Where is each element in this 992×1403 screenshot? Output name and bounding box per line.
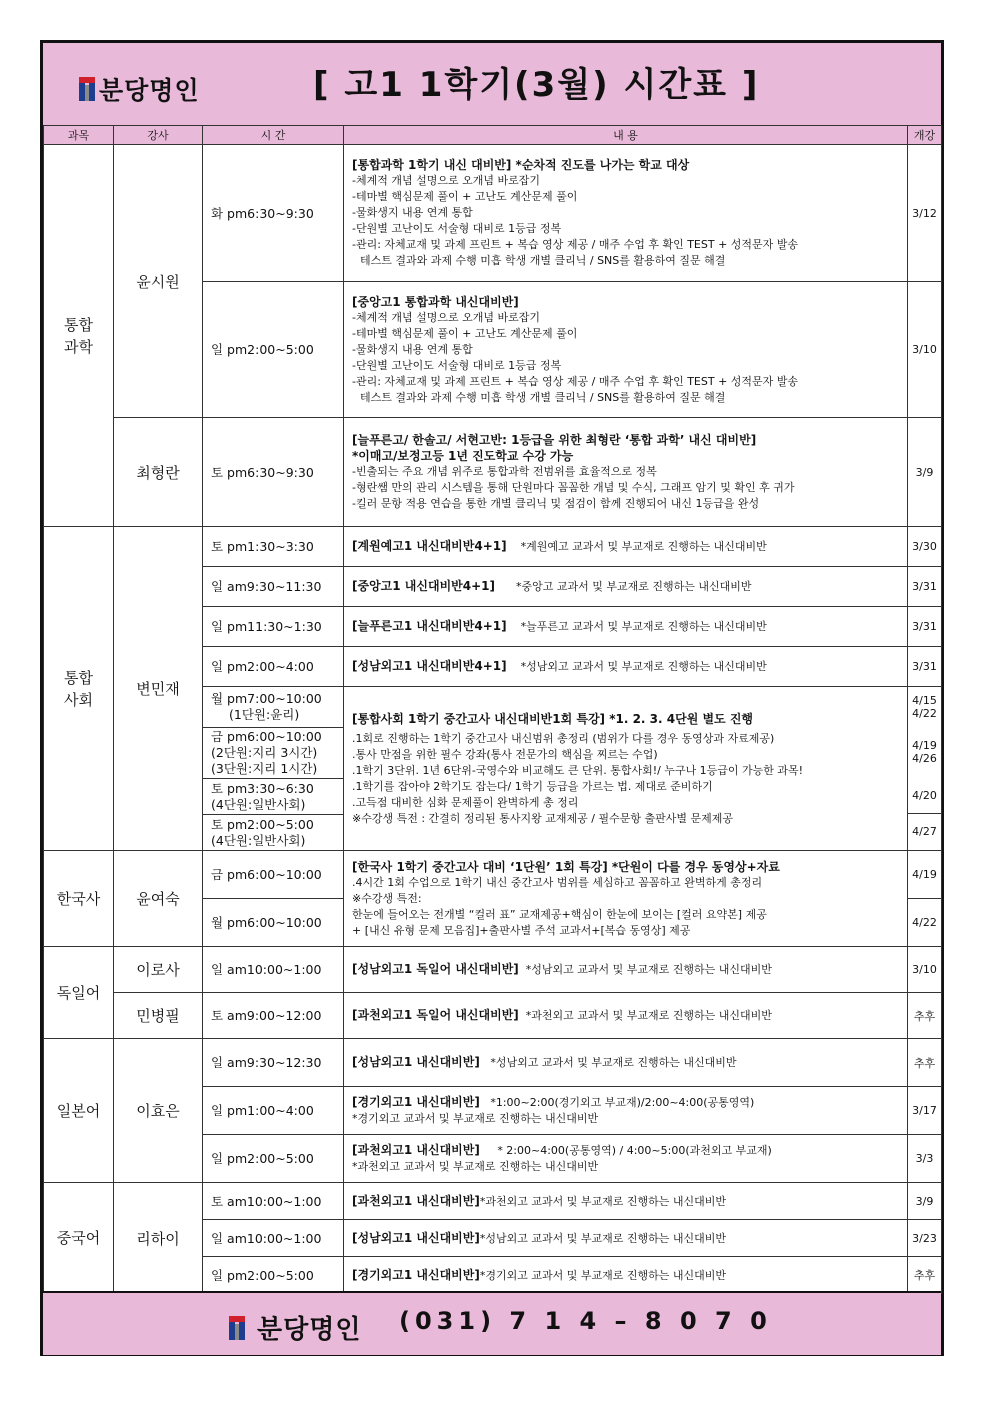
start-date: 3/10 [908,282,942,418]
start-date-slot [908,727,941,777]
content-line: + [내신 유형 문제 모음집]+출판사별 주석 교과서+[복습 동영상] 제공 [352,923,691,937]
class-title: [성남외고1 내신대비반4+1] [352,659,507,673]
start-date: 4/19 [908,851,942,899]
special-counts [908,687,942,851]
class-time: 일 pm2:00~5:00 [203,1135,344,1183]
brand-name: 분당명인 [257,1315,362,1345]
start-date: 3/31 [908,647,942,687]
content-line: .통사 만점을 위한 필수 강좌(통사 전문가의 핵심을 찌르는 수업) [352,747,658,761]
phone-number: (031) 7 1 4 – 8 0 7 0 [399,1307,772,1335]
start-date-slot [908,814,941,848]
start-date: 3/23 [908,1220,942,1257]
subject-german: 독일어 [44,947,114,1039]
teacher-name: 최형란 [114,418,203,527]
start-date: 3/30 [908,527,942,567]
start-date: 4/27 [912,824,937,838]
start-date: 4/19 [912,739,937,752]
content-line: -테마별 핵심문제 풀이 + 고난도 계산문제 풀이 [352,326,578,340]
time-unit: (3단원:지리 1시간) [211,761,318,776]
content-line: -단원별 고난이도 서술형 대비로 1등급 정복 [352,222,562,235]
start-date: 4/26 [912,752,937,765]
class-time: 일 pm2:00~5:00 [203,1257,344,1294]
time-text: 토 pm2:00~5:00 [211,816,314,832]
col-content: 내 용 [344,126,908,145]
class-time: 일 am9:30~12:30 [203,1039,344,1087]
class-content [344,1220,908,1257]
class-title: [늘푸른고1 내신대비반4+1] [352,619,507,633]
start-date-slot [908,687,941,727]
class-title: [경기외고1 내신대비반] [352,1095,480,1109]
teacher-name: 이효은 [114,1039,203,1183]
content-line: ※수강생 특전 : 간결히 정리된 통사지왕 교재제공 / 필수문항 출판사별 문제제공 [352,811,733,825]
class-time: 일 pm2:00~5:00 [203,282,344,418]
logo-icon [229,1316,245,1340]
start-date: 4/20 [912,788,937,802]
start-date-slot [908,777,941,814]
schedule-table [43,125,942,1294]
class-time: 일 pm2:00~4:00 [203,647,344,687]
content-line: ※수강생 특전: [352,891,422,905]
start-date: 4/15 [912,694,937,707]
page-title: [ 고1 1학기(3월) 시간표 ] [313,65,760,105]
class-note: *성남외고 교과서 및 부교재로 진행하는 내신대비반 [490,1056,737,1069]
content-line: -테마별 핵심문제 풀이 + 고난도 계산문제 풀이 [352,190,578,203]
content-line: -킬러 문항 적용 연습을 통한 개별 클리닉 및 점검이 함께 진행되어 내신 1등급을 완성 [352,497,760,510]
start-date: 추후 [908,993,942,1039]
class-title: [중앙고1 통합과학 내신대비반] [352,294,519,309]
class-note: *경기외고 교과서 및 부교재로 진행하는 내신대비반 [479,1268,726,1282]
class-time: 일 pm11:30~1:30 [203,607,344,647]
class-note: *성남외고 교과서 및 부교재로 진행하는 내신대비반 [525,963,772,976]
time-text: 금 pm6:00~10:00 [211,729,322,744]
class-time: 토 am10:00~1:00 [203,1183,344,1220]
content-line: 한눈에 들어오는 전개별 “컬러 표” 교재제공+핵심이 한눈에 보이는 [컬러 요약본] 제공 [352,907,767,921]
special-time-slot [203,687,343,728]
table-row [44,993,942,1039]
class-time: 토 pm1:30~3:30 [203,527,344,567]
col-subject: 과목 [44,126,114,145]
class-title: [통합과학 1학기 내신 대비반] *순차적 진도를 나가는 학교 대상 [352,158,690,172]
start-date: 3/10 [908,947,942,993]
subject-japanese: 일본어 [44,1039,114,1183]
class-title: [통합사회 1학기 중간고사 내신대비반1회 특강] *1. 2. 3. 4단원 별도 진행 [352,711,754,726]
content-line: .4시간 1회 수업으로 1학기 내신 중간고사 범위를 세심하고 꼼꼼하고 완벽하게 총정리 [352,875,763,889]
class-content [344,607,908,647]
class-title: [경기외고1 내신대비반] [352,1267,480,1282]
table-row [44,418,942,527]
class-title: [성남외고1 독일어 내신대비반] [352,962,519,976]
content-line: .1학기 3단위. 1년 6단위-국영수와 비교해도 큰 단위. 통합사회!/ 누구나 1등급이 가능한 과목! [352,763,804,777]
class-title: [과천외고1 독일어 내신대비반] [352,1008,519,1022]
header-banner [43,43,941,127]
content-line: -체계적 개념 설명으로 오개념 바로잡기 [352,174,540,187]
class-time: 월 pm6:00~10:00 [203,899,344,947]
class-title-sub: *이매고/보정고등 1년 진도학교 수강 가능 [352,449,574,463]
time-unit: (2단원:지리 3시간) [211,745,318,760]
timetable-sheet [40,40,944,1356]
class-note: *성남외고 교과서 및 부교재로 진행하는 내신대비반 [479,1231,726,1245]
teacher-name: 변민재 [114,527,203,851]
col-time: 시 간 [203,126,344,145]
class-note: *과천외고 교과서 및 부교재로 진행하는 내신대비반 [479,1194,726,1208]
class-content [344,851,908,947]
footer-logo [229,1309,361,1346]
start-date: 추후 [908,1039,942,1087]
subject-korean-history: 한국사 [44,851,114,947]
class-title: [계원예고1 내신대비반4+1] [352,539,507,553]
class-title: [과천외고1 내신대비반] [352,1193,480,1208]
subject-chinese: 중국어 [44,1183,114,1294]
table-row [44,145,942,282]
content-line: -물화생지 내용 연계 통합 [352,342,473,356]
table-row [44,851,942,899]
class-time: 일 am10:00~1:00 [203,947,344,993]
start-date: 추후 [908,1257,942,1294]
start-date: 4/22 [912,707,937,720]
table-row [44,527,942,567]
special-times [203,687,344,851]
class-content [344,1087,908,1135]
content-line: -관리: 자체교재 및 과제 프린트 + 복습 영상 제공 / 매주 수업 후 확인 TEST + 성적문자 발송 [352,238,799,251]
class-content [344,1135,908,1183]
class-content [344,418,908,527]
teacher-name: 이로사 [114,947,203,993]
subject-science: 통합 과학 [44,145,114,527]
content-line: -물화생지 내용 연계 통합 [352,206,473,219]
class-note: *과천외고 교과서 및 부교재로 진행하는 내신대비반 [525,1009,772,1022]
content-line: -단원별 고난이도 서술형 대비로 1등급 정복 [352,358,562,372]
class-time: 일 am10:00~1:00 [203,1220,344,1257]
logo-icon [79,77,95,101]
table-row [44,1183,942,1220]
content-line: *경기외고 교과서 및 부교재로 진행하는 내신대비반 [352,1112,599,1125]
content-line: .고득점 대비한 심화 문제풀이 완벽하게 총 정리 [352,795,579,809]
start-date: 3/12 [908,145,942,282]
start-date: 3/9 [908,418,942,527]
start-date: 3/31 [908,567,942,607]
teacher-name: 민병필 [114,993,203,1039]
content-line: -형란쌤 만의 관리 시스템을 통해 단원마다 꼼꼼한 개념 및 수식, 그래프 암기 및 확인 후 귀가 [352,481,795,494]
class-title: [과천외고1 내신대비반] [352,1143,480,1157]
content-line: 테스트 결과와 과제 수행 미흡 학생 개별 클리닉 / SNS를 활용하여 질문 해결 [360,254,726,267]
class-time: 금 pm6:00~10:00 [203,851,344,899]
class-time: 일 pm1:00~4:00 [203,1087,344,1135]
class-content [344,1257,908,1294]
content-line: -빈출되는 주요 개념 위주로 통합과학 전범위를 효율적으로 정복 [352,465,657,478]
class-title: [중앙고1 내신대비반4+1] [352,579,495,593]
class-time: 화 pm6:30~9:30 [203,145,344,282]
class-content [344,527,908,567]
content-line: *과천외고 교과서 및 부교재로 진행하는 내신대비반 [352,1160,599,1173]
col-count: 개강 [908,126,942,145]
time-unit: (4단원:일반사회) [211,832,306,848]
class-title: [성남외고1 내신대비반] [352,1055,480,1069]
start-date: 3/3 [908,1135,942,1183]
class-note: *성남외고 교과서 및 부교재로 진행하는 내신대비반 [520,660,767,673]
class-time: 토 pm6:30~9:30 [203,418,344,527]
table-row [44,1039,942,1087]
content-line: .1회로 진행하는 1학기 중간고사 내신범위 총정리 (범위가 다를 경우 동영상과 자료제공) [352,731,775,745]
brand-name: 분당명인 [99,76,200,105]
class-time: 토 am9:00~12:00 [203,993,344,1039]
header-logo [79,71,200,107]
special-time-slot [203,815,343,850]
class-content [344,567,908,607]
start-date: 3/31 [908,607,942,647]
class-title: [한국사 1학기 중간고사 대비 ‘1단원’ 1회 특강] *단원이 다를 경우 동영상+자료 [352,859,780,874]
time-unit: (4단원:일반사회) [211,796,306,812]
footer-banner [43,1291,941,1355]
content-line: .1학기를 잡아야 2학기도 잡는다/ 1학기 등급을 가르는 법. 제대로 준비하기 [352,779,713,793]
class-note: *계원예고 교과서 및 부교재로 진행하는 내신대비반 [520,540,767,553]
class-content [344,993,908,1039]
col-teacher: 강사 [114,126,203,145]
special-time-slot [203,728,343,779]
class-content [344,1039,908,1087]
class-content [344,647,908,687]
time-text: 월 pm7:00~10:00 [211,691,322,706]
table-header-row [44,126,942,145]
time-unit: (1단원:윤리) [229,707,300,722]
content-line: -관리: 자체교재 및 과제 프린트 + 복습 영상 제공 / 매주 수업 후 확인 TEST + 성적문자 발송 [352,374,799,388]
class-content [344,282,908,418]
content-line: -체계적 개념 설명으로 오개념 바로잡기 [352,310,540,324]
teacher-name: 리하이 [114,1183,203,1294]
class-note: * 2:00~4:00(공통영역) / 4:00~5:00(과천외고 부교재) [497,1144,772,1157]
class-note: *1:00~2:00(경기외고 부교재)/2:00~4:00(공통영역) [490,1096,755,1109]
start-date: 4/22 [908,899,942,947]
class-note: *늘푸른고 교과서 및 부교재로 진행하는 내신대비반 [520,620,767,633]
start-date: 3/17 [908,1087,942,1135]
time-text: 토 pm3:30~6:30 [211,780,314,796]
teacher-name: 윤시원 [114,145,203,418]
content-line: 테스트 결과와 과제 수행 미흡 학생 개별 클리닉 / SNS를 활용하여 질문 해결 [360,390,726,404]
table-row [44,947,942,993]
subject-society: 통합 사회 [44,527,114,851]
class-content [344,145,908,282]
class-note: *중앙고 교과서 및 부교재로 진행하는 내신대비반 [515,580,752,593]
start-date: 3/9 [908,1183,942,1220]
class-title: [늘푸른고/ 한솔고/ 서현고반: 1등급을 위한 최형란 ‘통합 과학’ 내신 대비반] [352,433,757,447]
class-content [344,687,908,851]
teacher-name: 윤여숙 [114,851,203,947]
class-content [344,1183,908,1220]
special-time-slot [203,779,343,815]
class-title: [성남외고1 내신대비반] [352,1230,480,1245]
class-time: 일 am9:30~11:30 [203,567,344,607]
class-content [344,947,908,993]
